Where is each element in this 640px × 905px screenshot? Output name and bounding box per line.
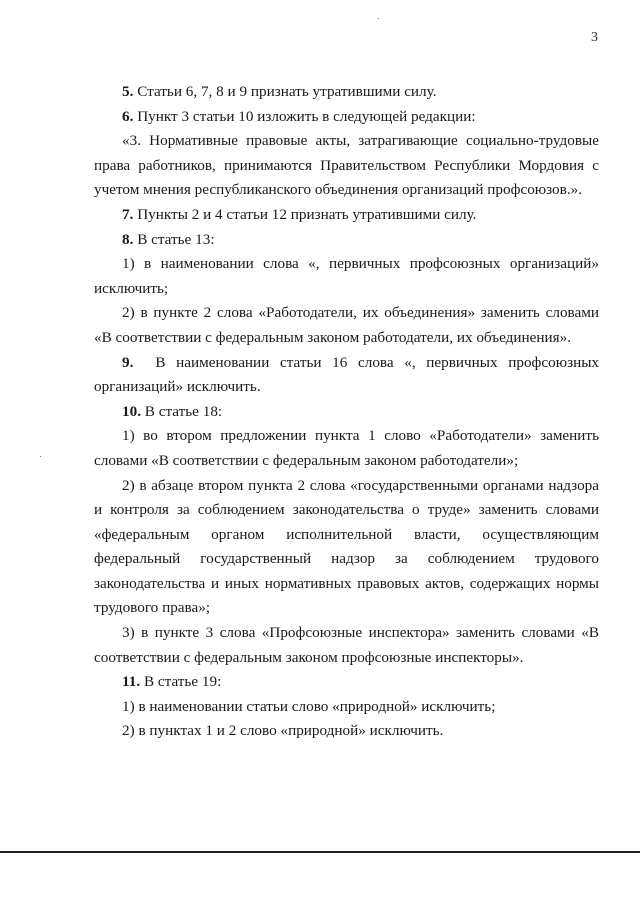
item-text: «3. Нормативные правовые акты, затрагивающие социально-трудовые права работников, принимаются Правительством Республики Мордовия с учетом мнения республиканского объединения организаций профсоюзов.». — [94, 132, 599, 199]
item-text: В наименовании статьи 16 слова «, первичных профсоюзных организаций» исключить. — [94, 353, 599, 396]
paragraph-item-11 — [94, 670, 599, 695]
paragraph-item-10 — [94, 400, 599, 425]
item-text: В статье 18: — [140, 402, 223, 420]
document-body — [94, 80, 599, 744]
scan-edge-line — [0, 851, 640, 853]
item-text: Статьи 6, 7, 8 и 9 признать утратившими силу. — [133, 83, 437, 100]
page-number: 3 — [591, 30, 598, 45]
item-number: 11. — [122, 673, 141, 691]
item-text: 2) в пункте 2 слова «Работодатели, их объединения» заменить словами «В соответствии с федеральным законом работодатели, их объединения». — [94, 304, 599, 346]
item-text: 1) в наименовании слова «, первичных профсоюзных организаций» исключить; — [94, 255, 599, 297]
item-text: В статье 13: — [133, 230, 215, 248]
paragraph-sub-2 — [94, 719, 599, 744]
item-text: Пункт 3 статьи 10 изложить в следующей редакции: — [133, 107, 476, 125]
item-number: 10. — [122, 402, 141, 420]
paragraph-sub-1 — [94, 695, 599, 720]
item-text: 2) в пунктах 1 и 2 слово «природной» исключить. — [122, 722, 444, 740]
item-number: 9. — [122, 353, 134, 371]
item-number: 7. — [122, 205, 134, 223]
paragraph-sub-2 — [94, 301, 599, 350]
paragraph-item-6 — [94, 105, 599, 130]
scan-speck — [40, 456, 41, 457]
item-text: В статье 19: — [140, 673, 222, 691]
paragraph-item-5 — [94, 80, 599, 105]
item-text: 1) во втором предложении пункта 1 слово «Работодатели» заменить словами «В соответствии с федеральным законом работодатели»; — [94, 427, 599, 469]
item-text: Пункты 2 и 4 статьи 12 признать утратившими силу. — [133, 205, 477, 223]
item-text: 2) в абзаце втором пункта 2 слова «государственными органами надзора и контроля за соблюдением законодательства о труде» заменить словами «федеральным органом исполнительной власти, осуществляющим федеральный государственный надзор за соблюдением трудового законодательства и иных нормативных правовых актов, содержащих нормы трудового права»; — [94, 476, 599, 617]
item-number: 5. — [122, 83, 134, 100]
paragraph-item-7 — [94, 203, 599, 228]
item-text: 1) в наименовании статьи слово «природной» исключить; — [122, 697, 496, 715]
scan-speck — [378, 18, 379, 19]
paragraph-sub-3 — [94, 621, 599, 670]
item-number: 8. — [122, 230, 134, 248]
paragraph-item-8 — [94, 228, 599, 253]
item-text: 3) в пункте 3 слова «Профсоюзные инспектора» заменить словами «В соответствии с федеральным законом профсоюзные инспекторы». — [94, 624, 599, 666]
paragraph-item-9 — [94, 351, 599, 400]
item-number: 6. — [122, 107, 134, 125]
paragraph-sub-1 — [94, 424, 599, 473]
paragraph-sub-2 — [94, 474, 599, 622]
paragraph-quote — [94, 129, 599, 203]
paragraph-sub-1 — [94, 252, 599, 301]
